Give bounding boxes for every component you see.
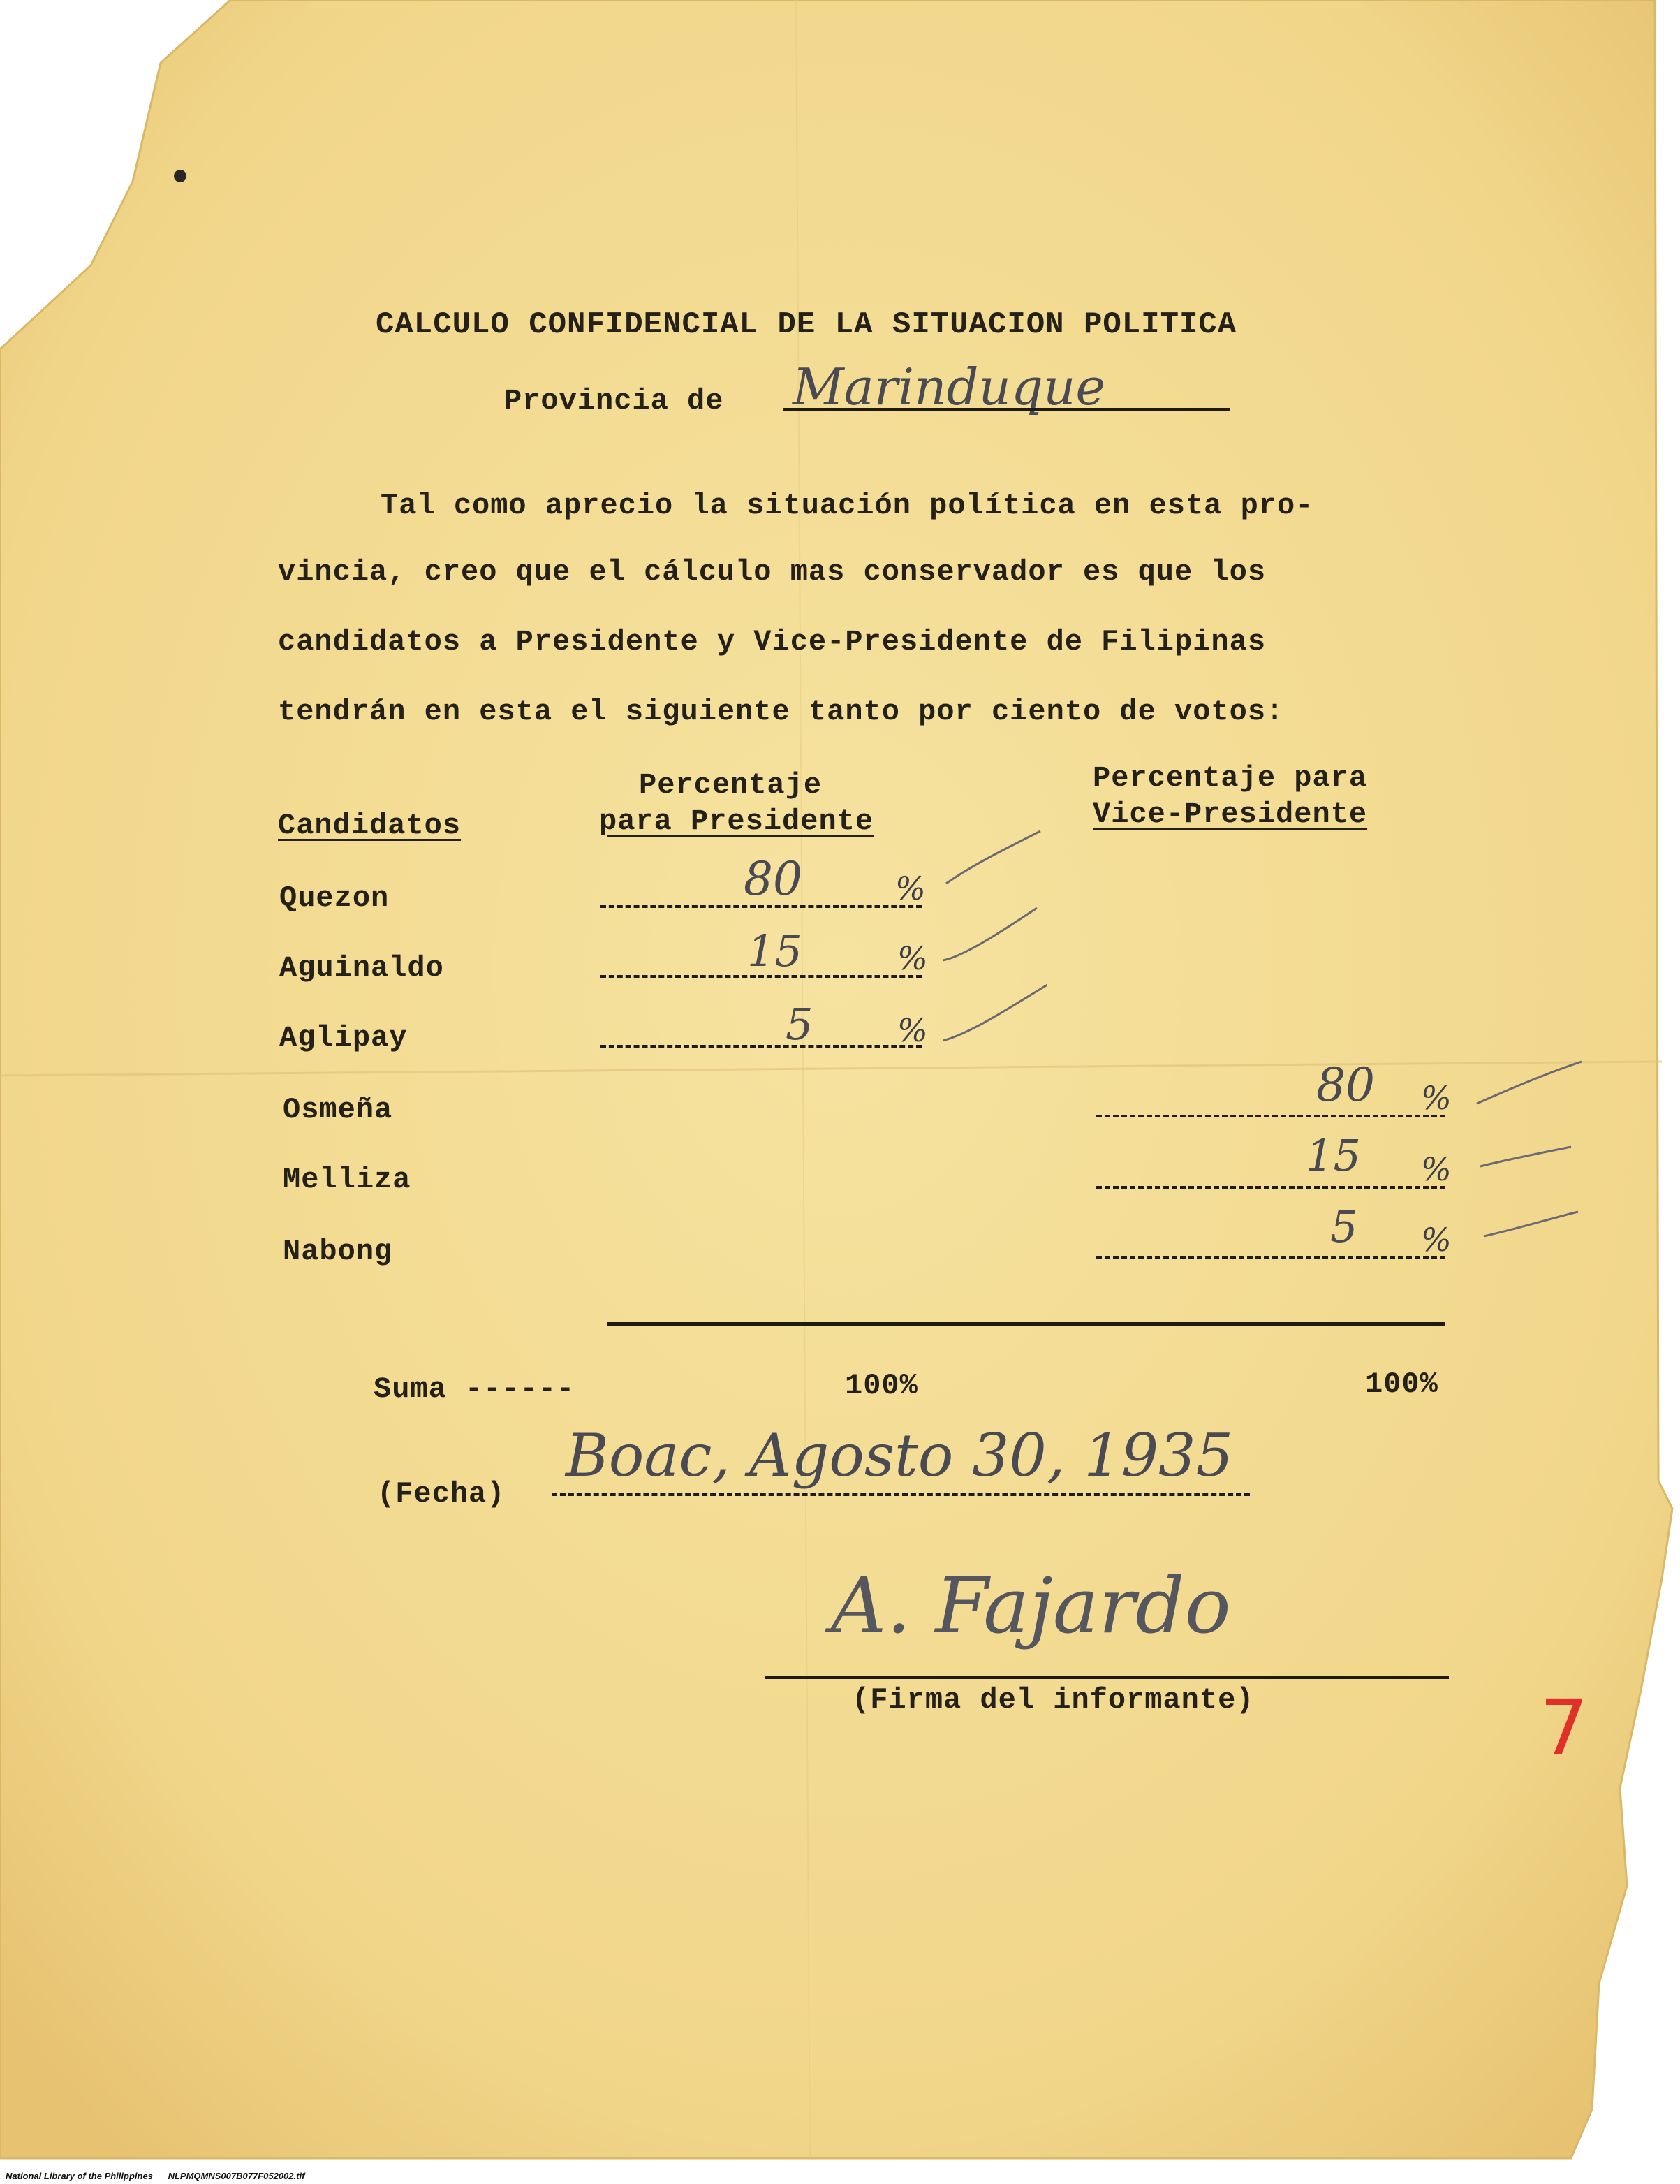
vice-percent-value: 15 (1306, 1130, 1361, 1181)
sum-rule (607, 1322, 1445, 1326)
date-label: (Fecha) (377, 1477, 506, 1511)
candidate-name: Quezon (279, 881, 390, 915)
candidate-name: Nabong (283, 1235, 393, 1268)
vice-percent-value: 5 (1330, 1201, 1358, 1252)
pencil-check-marks (1473, 1055, 1585, 1257)
date-value: Boac, Agosto 30, 1935 (566, 1421, 1234, 1490)
president-entry-line (600, 905, 922, 908)
paragraph-line-1: Tal como aprecio la situación política en esta pro- (381, 489, 1314, 522)
paragraph-line-4: tendrán en esta el siguiente tanto por ciento de votos: (278, 695, 1285, 728)
pencil-check-marks (943, 824, 1047, 1055)
footer-library: National Library of the Philippines (6, 2171, 153, 2181)
signature-line (765, 1676, 1449, 1679)
vice-entry-line (1096, 1256, 1445, 1259)
percent-sign: % (897, 939, 928, 977)
percent-sign: % (1421, 1150, 1452, 1188)
header-president-line1: Percentaje (639, 768, 823, 802)
header-candidates: Candidatos (278, 809, 462, 842)
signature-label: (Firma del informante) (852, 1683, 1255, 1717)
candidate-name: Osmeña (283, 1093, 393, 1127)
date-line (552, 1493, 1250, 1496)
header-vice-line2: Vice-Presidente (1093, 798, 1368, 831)
paragraph-line-3: candidatos a Presidente y Vice-Presidente de Filipinas (278, 625, 1267, 659)
vice-entry-line (1096, 1186, 1445, 1189)
province-value: Marinduque (793, 358, 1105, 416)
candidate-name: Melliza (283, 1163, 411, 1196)
candidate-name: Aglipay (279, 1021, 408, 1055)
candidate-name: Aguinaldo (279, 951, 444, 985)
sum-label: Suma ------ (374, 1372, 575, 1406)
province-label: Provincia de (504, 384, 724, 418)
president-entry-line (600, 975, 922, 978)
paragraph-line-2: vincia, creo que el cálculo mas conservador es que los (278, 555, 1267, 589)
vice-entry-line (1096, 1115, 1445, 1117)
province-underline (783, 408, 1230, 411)
vice-percent-value: 80 (1316, 1058, 1375, 1112)
header-vice-line1: Percentaje para (1093, 761, 1368, 795)
header-president-line2: para Presidente (599, 805, 874, 838)
footer-file-id: NLPMQMNS007B077F052002.tif (168, 2171, 305, 2181)
percent-sign: % (895, 870, 926, 907)
president-percent-value: 15 (747, 925, 802, 976)
president-entry-line (600, 1045, 922, 1048)
president-percent-value: 80 (744, 852, 802, 906)
percent-sign: % (1421, 1079, 1452, 1117)
signature: A. Fajardo (831, 1561, 1231, 1650)
document-title: CALCULO CONFIDENCIAL DE LA SITUACION POLITICA (376, 307, 1237, 342)
percent-sign: % (1421, 1221, 1452, 1259)
president-percent-value: 5 (786, 999, 813, 1050)
sum-vice: 100% (1365, 1368, 1438, 1401)
red-page-mark: 7 (1540, 1683, 1589, 1773)
percent-sign: % (897, 1011, 928, 1049)
archive-footer (6, 2171, 304, 2181)
sum-president: 100% (845, 1369, 918, 1402)
